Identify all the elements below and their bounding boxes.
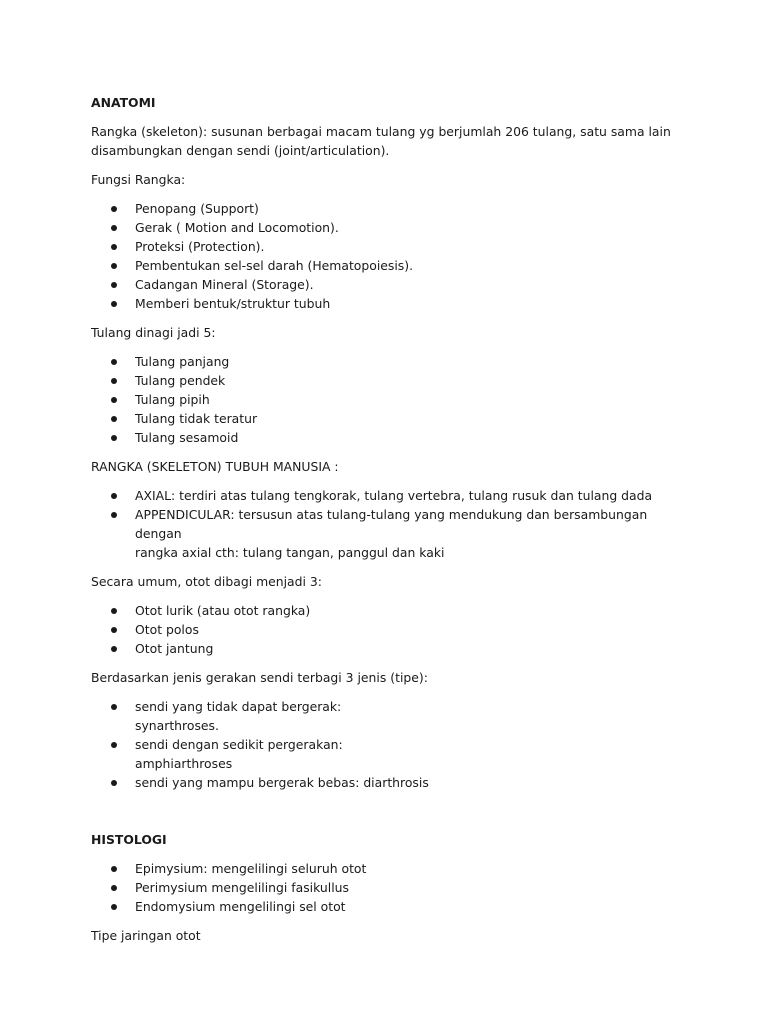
rangka-tubuh-intro: RANGKA (SKELETON) TUBUH MANUSIA :	[91, 459, 339, 474]
list-item: Cadangan Mineral (Storage).	[91, 275, 671, 294]
otot-list	[91, 601, 671, 658]
jenis-tulang-list	[91, 352, 671, 447]
list-item: Tulang sesamoid	[91, 428, 671, 447]
bullet-icon	[111, 378, 117, 384]
bullet-icon	[111, 646, 117, 652]
bullet-icon	[111, 416, 117, 422]
list-item: sendi yang mampu bergerak bebas: diarthrosis	[91, 773, 671, 792]
anatomi-heading: ANATOMI	[91, 95, 156, 110]
bullet-icon	[111, 225, 117, 231]
bullet-icon	[111, 282, 117, 288]
bullet-icon	[111, 704, 117, 710]
bullet-icon	[111, 206, 117, 212]
sendi-intro: Berdasarkan jenis gerakan sendi terbagi 3 jenis (tipe):	[91, 670, 428, 685]
list-item: Pembentukan sel-sel darah (Hematopoiesis).	[91, 256, 671, 275]
list-item-appendicular: APPENDICULAR: tersusun atas tulang-tulang yang mendukung dan bersambungan dengan rangka axial cth: tulang tangan, panggul dan kaki	[91, 505, 671, 562]
list-item: Tulang panjang	[91, 352, 671, 371]
list-item: Tulang pipih	[91, 390, 671, 409]
list-item: Tulang tidak teratur	[91, 409, 671, 428]
sendi-list	[91, 697, 671, 792]
histologi-list	[91, 859, 671, 916]
histologi-heading: HISTOLOGI	[91, 832, 167, 847]
list-item: Perimysium mengelilingi fasikullus	[91, 878, 671, 897]
otot-intro: Secara umum, otot dibagi menjadi 3:	[91, 574, 322, 589]
list-item-axial: AXIAL: terdiri atas tulang tengkorak, tulang vertebra, tulang rusuk dan tulang dada	[91, 486, 671, 505]
bullet-icon	[111, 493, 117, 499]
bullet-icon	[111, 301, 117, 307]
bullet-icon	[111, 866, 117, 872]
bullet-icon	[111, 435, 117, 441]
bullet-icon	[111, 742, 117, 748]
bullet-icon	[111, 512, 117, 518]
list-item: Penopang (Support)	[91, 199, 671, 218]
list-item: Otot lurik (atau otot rangka)	[91, 601, 671, 620]
list-item: sendi yang tidak dapat bergerak: synarthroses.	[91, 697, 671, 735]
list-item: Proteksi (Protection).	[91, 237, 671, 256]
bullet-icon	[111, 397, 117, 403]
list-item: Epimysium: mengelilingi seluruh otot	[91, 859, 671, 878]
rangka-tubuh-list	[91, 486, 671, 562]
bullet-icon	[111, 608, 117, 614]
list-item: Memberi bentuk/struktur tubuh	[91, 294, 671, 313]
definition-line-1: Rangka (skeleton): susunan berbagai macam tulang yg berjumlah 206 tulang, satu sama lain	[91, 124, 671, 139]
list-item: Otot jantung	[91, 639, 671, 658]
bullet-icon	[111, 885, 117, 891]
rangka-definition	[91, 122, 671, 160]
bullet-icon	[111, 627, 117, 633]
bullet-icon	[111, 263, 117, 269]
definition-line-2: disambungkan dengan sendi (joint/articulation).	[91, 143, 390, 158]
bullet-icon	[111, 359, 117, 365]
fungsi-list	[91, 199, 671, 313]
bullet-icon	[111, 244, 117, 250]
list-item: Otot polos	[91, 620, 671, 639]
tipe-jaringan-otot: Tipe jaringan otot	[91, 928, 201, 943]
bullet-icon	[111, 904, 117, 910]
fungsi-intro: Fungsi Rangka:	[91, 172, 186, 187]
bullet-icon	[111, 780, 117, 786]
list-item: Tulang pendek	[91, 371, 671, 390]
jenis-tulang-intro: Tulang dinagi jadi 5:	[91, 325, 216, 340]
document-page	[91, 93, 671, 955]
list-item: sendi dengan sedikit pergerakan: amphiarthroses	[91, 735, 671, 773]
list-item: Gerak ( Motion and Locomotion).	[91, 218, 671, 237]
list-item: Endomysium mengelilingi sel otot	[91, 897, 671, 916]
